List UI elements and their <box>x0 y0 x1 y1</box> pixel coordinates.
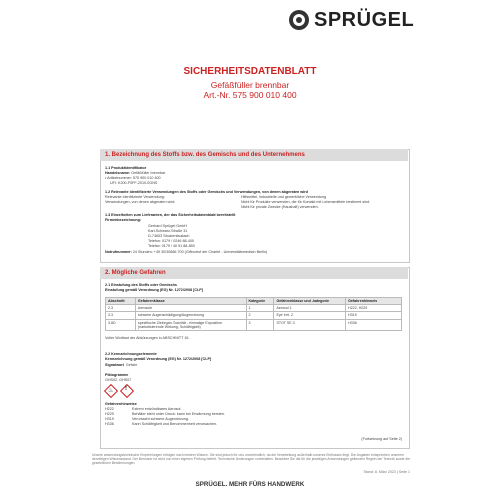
table-cell: Eye Irrit. 2 <box>274 312 346 319</box>
picto-label: Piktogramme <box>105 373 129 377</box>
table-header: Kategorie <box>246 298 274 305</box>
s21-sub: Einstufung gemäß Verordnung (EG) Nr. 1272/2008 [CLP] <box>105 288 203 292</box>
s13-firm-line: Karl-Schwarz-Straße 31 <box>148 229 188 233</box>
brand-logo-text: SPRÜGEL <box>314 9 415 31</box>
signal-word-row: Signalwort Gefahr <box>105 363 138 367</box>
table-cell: 3.3 <box>106 312 136 319</box>
footer-date-page: Stand: 8. März 2023 | Seite 1 <box>363 470 410 474</box>
table-cell: 3.8D <box>106 319 136 330</box>
table-header: Gefahrenklasse <box>135 298 246 305</box>
section-2-heading: 2. Mögliche Gefahren <box>100 267 408 279</box>
s13-firm-line: Gerhard Sprügel GmbH <box>148 224 187 228</box>
table-cell: H336 <box>346 319 402 330</box>
s13-emergency: Notrufnummer: 24 Stunden: +49 30/30686 700 (Giftnotruf der Charité - Universitätsmedizin Berlin) <box>105 250 268 254</box>
continued-note: (Fortsetzung auf Seite 2) <box>361 437 402 441</box>
hazard-code: H336 <box>105 422 114 426</box>
s12-right-2: Nicht für Produkte verwenden, die für Kontakt mit Lebensmitteln bestimmt sind. <box>241 200 371 204</box>
brand-logo-icon <box>289 10 309 30</box>
table-cell: Aerosol 1 <box>274 305 346 312</box>
table-cell: 2.3 <box>106 305 136 312</box>
hazard-text: Kann Schläfrigkeit und Benommenheit verursachen. <box>132 422 218 426</box>
hazard-text: Behälter steht unter Druck: kann bei Erwärmung bersten. <box>132 412 226 416</box>
s13-title: 1.3 Einzelheiten zum Lieferanten, der das Sicherheitsdatenblatt bereitstellt <box>105 213 236 217</box>
s22-title: 2.2 Kennzeichnungselemente <box>105 352 157 356</box>
s13-firm-label: Firmenbezeichnung: <box>105 218 142 222</box>
table-header: Abschnitt <box>106 298 136 305</box>
hazard-text: Extrem entzündbares Aerosol. <box>132 407 182 411</box>
s12-right-1: Hilfsmittel, industrielle und gewerbliche Verwendung <box>241 195 327 199</box>
hazard-code: H222 <box>105 407 114 411</box>
table-cell: 1 <box>246 305 274 312</box>
article-number: Art.-Nr. 575 900 010 400 <box>203 90 297 100</box>
table-cell: Aerosole <box>135 305 246 312</box>
hazard-code: H319 <box>105 417 114 421</box>
table-cell: schwere Augenschädigung/Augenreizung <box>135 312 246 319</box>
s12-right-3: Nicht für private Zwecke (Haushalt) verwenden. <box>241 205 319 209</box>
section-1-heading: 1. Bezeichnung des Stoffs bzw. des Gemischs und des Unternehmens <box>100 149 408 161</box>
s12-title: 1.2 Relevante identifizierte Verwendungen des Stoffs oder Gemischs und Verwendungen, von denen abgeraten wird <box>105 190 308 194</box>
flame-glyph-icon: ♨ <box>108 388 114 394</box>
s11-trade-name: Handelsname: Gefäßfüller brennbar <box>105 171 166 175</box>
s22-sub: Kennzeichnung gemäß Verordnung (EG) Nr. 1272/2008 [CLP] <box>105 357 212 361</box>
footer-disclaimer: Unsere anwendungstechnische Empfehlungen erfolgen nach bestem Wissen. Sie sind jedoch für uns unverbindlich, da die Verarbeitung außerhalb unseres Einflusses liegt. Die Angaben entsprechen unserem derzeitigen Wissensstand. Der Benutzer ist nicht von einer eigenen Prüfung befreit. Technische Änderungen vorbehalten. Beachten Sie die für die jeweiligen Anwendungen geltenden Regeln der Technik sowie die gesetzlichen Bestimmungen. <box>92 453 410 466</box>
table-cell: 2 <box>246 312 274 319</box>
table-cell: 3 <box>246 319 274 330</box>
s11-title: 1.1 Produktidentifikator <box>105 166 147 170</box>
hazard-label: Gefahrenhinweise <box>105 402 137 406</box>
s13-firm-line: Telefon: 0179 / 0246 88-400 <box>148 239 194 243</box>
s12-left-1: Relevante identifizierte Verwendung: <box>105 195 165 199</box>
hazard-code: H229 <box>105 412 114 416</box>
classification-table <box>105 297 402 331</box>
footer-slogan: SPRÜGEL. MEHR FÜRS HANDWERK <box>195 481 305 488</box>
s13-firm-line: D-74653 Stockenfaukach <box>148 234 190 238</box>
table-cell: H222, H229 <box>346 305 402 312</box>
exclamation-glyph-icon: ! <box>125 386 127 392</box>
product-name: Gefäßfüller brennbar <box>210 80 290 90</box>
s11-article: • Artikelnummer: 575 900 010 400 <box>105 176 161 180</box>
table-header: Gefahrenklasse und -kategorie <box>274 298 346 305</box>
s11-ufi: UFI: K200-F0FF-2010-0GNS <box>110 181 158 185</box>
table-cell: H319 <box>346 312 402 319</box>
table-header: Gefahrenhinweis <box>346 298 402 305</box>
table-cell: spezifische Zielorgan-Toxizität - einmalige Exposition (narkotisierende Wirkung, Schläfrigkeit) <box>135 319 246 330</box>
table-row <box>106 305 402 312</box>
picto-value: GHS02, GHS07 <box>105 378 132 382</box>
document-title: SICHERHEITSDATENBLATT <box>183 66 317 77</box>
s12-left-2: Verwendungen, von denen abgeraten wird: <box>105 200 176 204</box>
hazard-text: Verursacht schwere Augenreizung. <box>132 417 189 421</box>
table-row <box>106 312 402 319</box>
table-row <box>106 319 402 330</box>
s21-title: 2.1 Einstufung des Stoffs oder Gemischs <box>105 283 177 287</box>
table-cell: STOT SE 3 <box>274 319 346 330</box>
s13-firm-line: Telefax: 0179 / 40 91 88-850 <box>148 244 195 248</box>
table-note: Voller Wortlaut der Abkürzungen in ABSCHNITT 16. <box>105 336 190 340</box>
